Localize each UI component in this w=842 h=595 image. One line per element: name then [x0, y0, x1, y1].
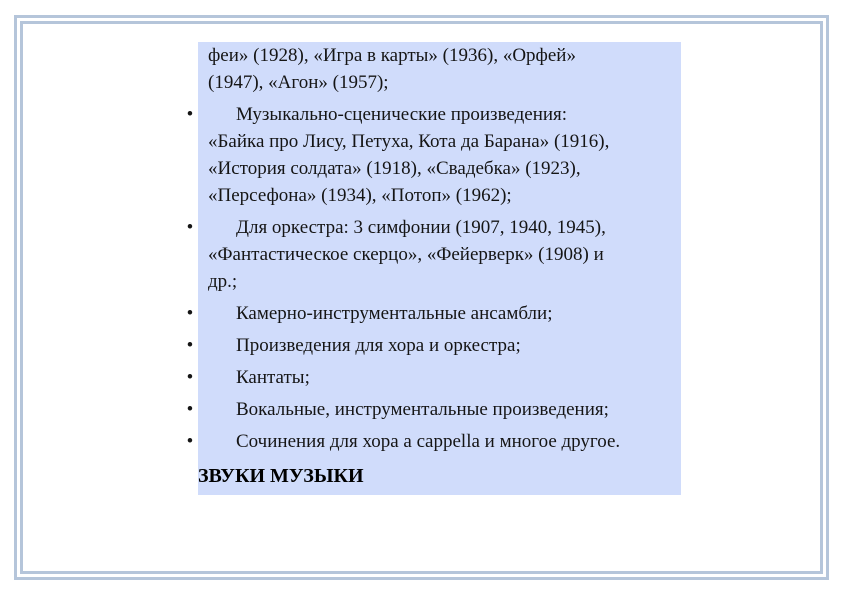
- list-item-orchestra: [186, 214, 688, 295]
- text-line: «Персефона» (1934), «Потоп» (1962);: [208, 185, 512, 206]
- text-line: «Байка про Лису, Петуха, Кота да Барана» (1916),: [208, 131, 610, 152]
- text-line: «История солдата» (1918), «Свадебка» (1923),: [208, 158, 581, 179]
- text-line: Для оркестра: 3 симфонии (1907, 1940, 1945),: [236, 217, 606, 238]
- text-line: Музыкально-сценические произведения:: [236, 104, 568, 125]
- text-line: Кантаты;: [236, 367, 310, 388]
- slide-text-block: [186, 42, 688, 455]
- list-item-vocal-instrumental: [186, 396, 688, 423]
- bullet-icon: •: [186, 217, 194, 238]
- bullet-icon: •: [186, 367, 194, 388]
- text-line: (1947), «Агон» (1957);: [208, 72, 389, 93]
- bullet-icon: •: [186, 335, 194, 356]
- list-item-stage-works: [186, 101, 688, 209]
- text-line: др.;: [208, 271, 238, 292]
- text-line: феи» (1928), «Игра в карты» (1936), «Орфей»: [208, 45, 576, 66]
- list-item-choir-orchestra: [186, 332, 688, 359]
- text-line: Вокальные, инструментальные произведения;: [236, 399, 609, 420]
- section-title: ЗВУКИ МУЗЫКИ: [198, 465, 364, 487]
- continuation-paragraph: [198, 42, 688, 96]
- bullet-icon: •: [186, 399, 194, 420]
- text-line: Сочинения для хора а cappella и многое другое.: [236, 431, 621, 452]
- text-line: «Фантастическое скерцо», «Фейерверк» (1908) и: [208, 244, 604, 265]
- list-item-cantatas: [186, 364, 688, 391]
- list-item-a-cappella: [186, 428, 688, 455]
- bullet-icon: •: [186, 431, 194, 452]
- text-line: Камерно-инструментальные ансамбли;: [236, 303, 553, 324]
- list-item-chamber: [186, 300, 688, 327]
- bullet-icon: •: [186, 303, 194, 324]
- bullet-icon: •: [186, 104, 194, 125]
- text-line: Произведения для хора и оркестра;: [236, 335, 521, 356]
